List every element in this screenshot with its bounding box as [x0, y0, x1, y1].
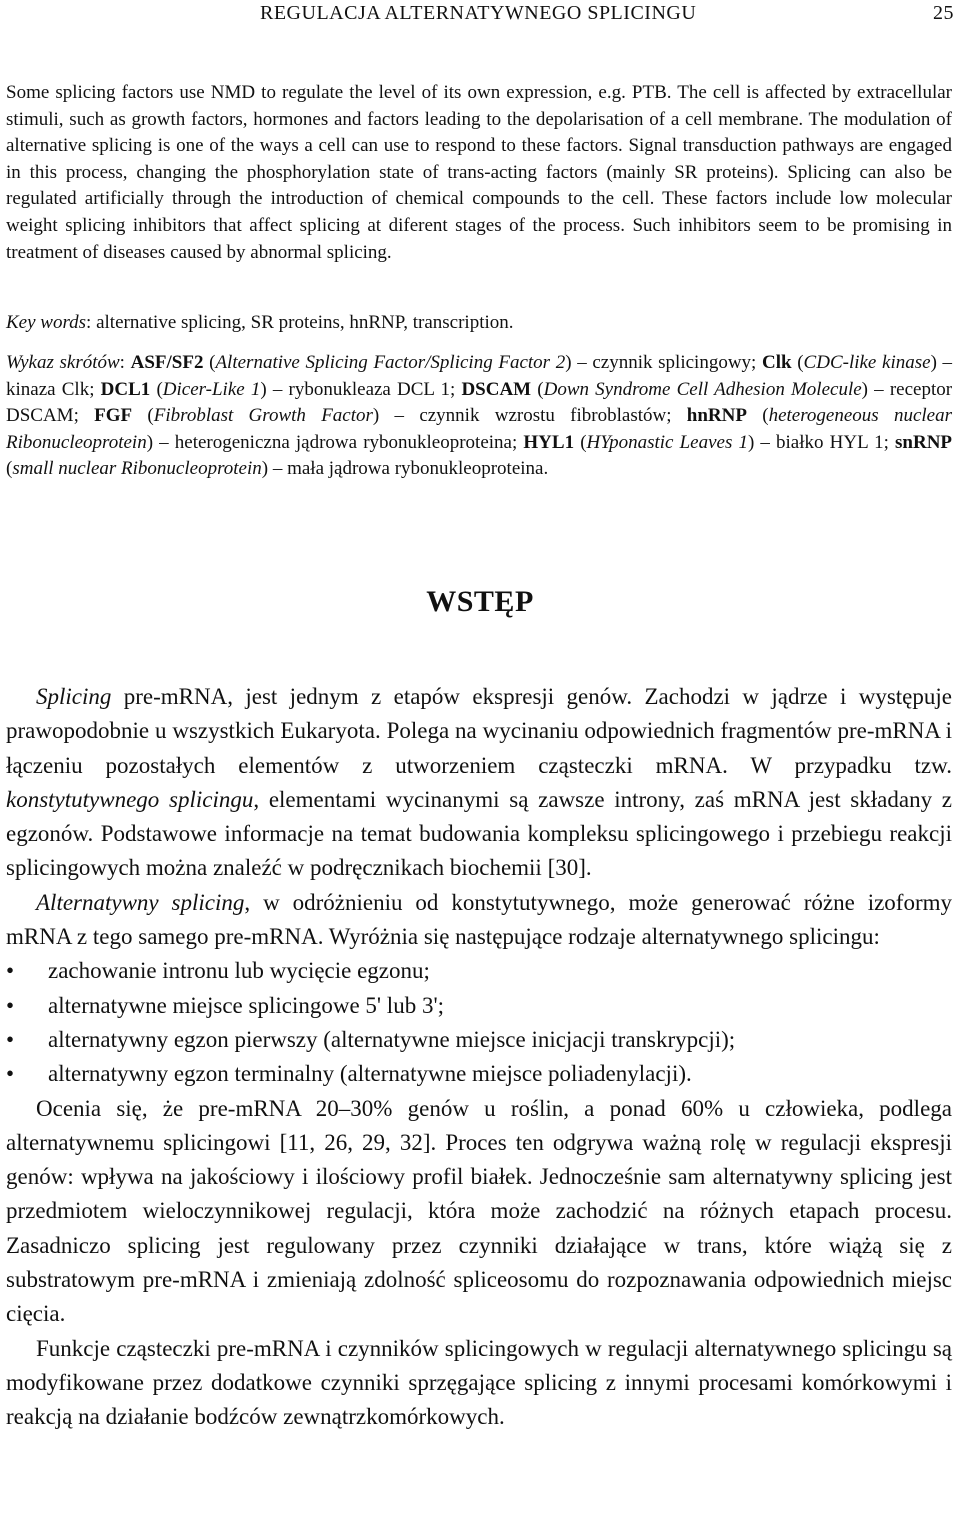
abbreviation-description: czynnik splicingowy	[592, 352, 752, 373]
abbreviation-description: rybonukleaza DCL 1	[288, 378, 450, 400]
abbreviation-description: heterogeniczna jądrowa rybonukleoproteina	[174, 431, 512, 453]
paragraph-2-text: , w odróżnieniu od konstytutywnego, może generować różne izoformy mRNA z tego samego pre-mRNA. Wyróżnia się następujące rodzaje alternatywnego splicingu:	[6, 889, 953, 950]
abbreviation-description: czynnik wzrostu fibroblastów	[419, 405, 667, 427]
list-item	[6, 1057, 952, 1091]
body-text	[6, 680, 952, 1435]
bullet-icon: •	[6, 1061, 15, 1087]
abbreviation-term: hnRNP	[686, 405, 747, 427]
paragraph-1	[6, 680, 952, 886]
list-item-text: alternatywny egzon pierwszy (alternatywne miejsce inicjacji transkrypcji);	[48, 1026, 736, 1052]
abbreviation-term: FGF	[94, 405, 133, 427]
section-heading: WSTĘP	[426, 585, 534, 618]
abstract	[6, 80, 952, 266]
bullet-icon: •	[6, 992, 15, 1018]
abbreviations	[6, 350, 952, 483]
abbreviation-expansion: HYponastic Leaves 1	[586, 431, 748, 453]
keywords-text: : alternative splicing, SR proteins, hnRNP, transcription.	[86, 312, 514, 333]
list-item	[6, 989, 952, 1023]
keywords-line	[6, 310, 952, 336]
abbreviation-expansion: small nuclear Ribonucleoprotein	[12, 458, 262, 480]
bullet-icon: •	[6, 958, 15, 984]
abbreviation-expansion: Alternative Splicing Factor/Splicing Factor 2	[215, 352, 566, 373]
abbreviation-expansion: CDC-like kinase	[803, 352, 931, 373]
paragraph-2	[6, 886, 952, 955]
list-item	[6, 954, 952, 988]
abbreviations-label: Wykaz skrótów	[6, 352, 120, 373]
list-item-text: zachowanie intronu lub wycięcie egzonu;	[48, 958, 430, 984]
abbreviation-term: ASF/SF2	[130, 352, 204, 373]
list-item-text: alternatywne miejsce splicingowe 5' lub 3';	[48, 992, 444, 1018]
term-alternative-splicing: Alternatywny splicing	[36, 889, 245, 915]
abbreviation-term: Clk	[761, 352, 792, 373]
paragraph-4: Funkcje cząsteczki pre-mRNA i czynników splicingowych w regulacji alternatywnego splicingu są modyfikowane przez dodatkowe czynniki sprzęgające splicing z innymi procesami komórkowymi i reakcją na działanie bodźców zewnątrzkomórkowych.	[6, 1335, 952, 1430]
term-constitutive-splicing: konstytutywnego splicingu	[6, 786, 254, 812]
paragraph-1-text-a: pre-mRNA, jest jednym z etapów ekspresji genów. Zachodzi w jądrze i występuje prawopodobnie u wszystkich Eukaryota. Polega na wycinaniu odpowiednich fragmentów pre-mRNA i łączeniu pozostałych elementów z utworzeniem cząsteczki mRNA. W przypadku tzw.	[6, 684, 952, 778]
abbreviation-term: snRNP	[895, 431, 953, 453]
abbreviations-list: ASF/SF2 (Alternative Splicing Factor/Splicing Factor 2) – czynnik splicingowy; Clk (CDC-like kinase) – kinaza Clk; DCL1 (Dicer-Like 1) – rybonukleaza DCL 1; DSCAM (Down Syndrome Cell Adhesion Molecule) – receptor DSCAM; FGF (Fibroblast Growth Factor) – czynnik wzrostu fibroblastów; hnRNP (heterogeneous nuclear Ribonucleoprotein) – heterogeniczna jądrowa rybonukleoproteina; HYL1 (HYponastic Leaves 1) – białko HYL 1; snRNP (small nuclear Ribonucleoprotein) – mała jądrowa rybonukleoproteina.	[6, 352, 953, 480]
abbreviation-description: kinaza Clk	[6, 378, 90, 400]
abbreviation-expansion: Fibroblast Growth Factor	[153, 405, 373, 427]
abbreviation-description: białko HYL 1	[776, 431, 884, 453]
page-number: 25	[933, 2, 954, 24]
term-splicing: Splicing	[36, 684, 112, 709]
abbreviation-description: mała jądrowa rybonukleoproteina	[287, 458, 544, 480]
running-header	[0, 2, 960, 26]
abbreviation-term: DSCAM	[461, 378, 532, 400]
abbreviations-text	[6, 350, 952, 483]
abbreviation-expansion: Down Syndrome Cell Adhesion Molecule	[543, 378, 862, 400]
abstract-text: Some splicing factors use NMD to regulate the level of its own expression, e.g. PTB. The cell is affected by extracellular stimuli, such as growth factors, hormones and factors leading to the depolarisation of a cell membrane. The modulation of alternative splicing is one of the ways a cell can use to respond to these factors. Signal transduction pathways are engaged in this process, changing the phosphorylation state of trans-acting factors (mainly SR proteins). Splicing can also be regulated artificially through the introduction of chemical compounds to the cell. These factors include low molecular weight splicing inhibitors that affect splicing at diferent stages of the process. Such inhibitors seem to be promising in treatment of diseases caused by abnormal splicing.	[6, 82, 952, 263]
paragraph-3: Ocenia się, że pre-mRNA 20–30% genów u roślin, a ponad 60% u człowieka, podlega alternatywnemu splicingowi [11, 26, 29, 32]. Proces ten odgrywa ważną rolę w regulacji ekspresji genów: wpływa na jakościowy i ilościowy profil białek. Jednocześnie sam alternatywny splicing jest przedmiotem wieloczynnikowej regulacji, która może zachodzić na różnych etapach procesu. Zasadniczo splicing jest regulowany przez czynniki działające w trans, które wiążą się z substratowym pre-mRNA i zmieniają zdolność spliceosomu do rozpoznawania odpowiednich miejsc cięcia.	[6, 1095, 952, 1327]
keywords	[6, 310, 952, 336]
abbreviation-description: receptor DSCAM	[6, 378, 953, 427]
paragraph-1-text-b: , elementami wycinanymi są zawsze introny, zaś mRNA jest składany z egzonów. Podstawowe informacje na temat budowania kompleksu splicingowego i przebiegu reakcji splicingowych można znaleźć w podręcznikach biochemii [30].	[6, 786, 952, 881]
running-title: REGULACJA ALTERNATYWNEGO SPLICINGU	[260, 2, 697, 24]
abbreviation-term: DCL1	[100, 378, 151, 400]
abbreviation-term: HYL1	[523, 431, 575, 453]
list-item	[6, 1023, 952, 1057]
keywords-label: Key words	[6, 312, 87, 333]
bullet-icon: •	[6, 1026, 15, 1052]
abbreviation-expansion: heterogeneous nuclear Ribonucleoprotein	[6, 405, 952, 453]
abbreviations-colon: :	[119, 352, 131, 373]
splicing-types-list	[6, 954, 952, 1091]
list-item-text: alternatywny egzon terminalny (alternatywne miejsce poliadenylacji).	[48, 1061, 692, 1087]
abbreviation-expansion: Dicer-Like 1	[162, 378, 261, 400]
